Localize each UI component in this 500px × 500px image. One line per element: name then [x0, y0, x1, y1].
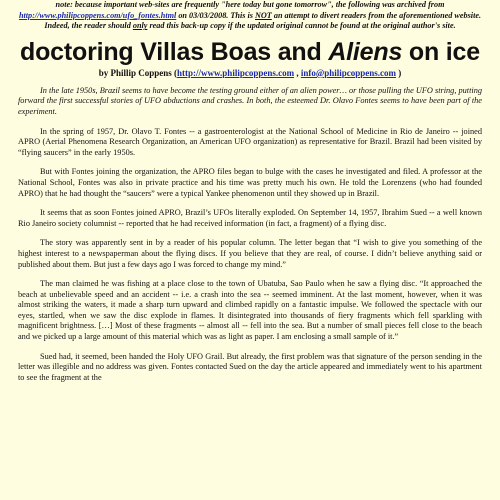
note-only-emphasis: only [132, 21, 148, 31]
note-text-3: an attempt to divert readers from the aforementioned website. Indeed, the reader should [44, 10, 482, 31]
body-paragraph: Sued had, it seemed, been handed the Holy UFO Grail. But already, the first problem was that signature of the person sending in the letter was illegible and no address was given. Fontes contacted Sued on the day the article appeared and immediately went to his apartment to see the fragment at the [18, 351, 482, 382]
author-website-link[interactable]: http://www.philipcoppens.com [177, 67, 295, 78]
body-paragraph: The man claimed he was fishing at a place close to the town of Ubatuba, Sao Paulo when he saw a flying disc. “It approached the beach at unbelievable speed and an accident -- i.e. a crash into the sea -- seemed imminent. At the last moment, however, when it was almost striking the waters, it made a sharp turn upward and climbed rapidly on a fantastic impulse. We followed the spectacle with our eyes, startled, when we saw the disc explode in flames. It disintegrated into thousands of fiery fragments which fell sparkling with magnificent brightness. […] Most of these fragments -- almost all -- fell into the sea. But a number of small pieces fell close to the beach and we picked up a large amount of this material which was as light as paper. I am enclosing a small sample of it.” [18, 279, 482, 342]
archive-source-link[interactable]: http://www.philipcoppens.com/ufo_fontes.html [18, 10, 177, 20]
byline-prefix: by Phillip Coppens ( [98, 67, 178, 78]
archive-note [18, 0, 482, 32]
byline-separator: , [294, 67, 301, 78]
title-part-2: on ice [402, 37, 480, 66]
title-italic: Aliens [328, 37, 403, 66]
body-paragraph: It seems that as soon Fontes joined APRO, Brazil’s UFOs literally exploded. On September 14, 1957, Ibrahim Sued -- a well known Rio Janeiro society columnist -- reported that he had received information (in fact, a fragment) of a flying disc. [18, 208, 482, 228]
lead-paragraph: In the late 1950s, Brazil seems to have become the testing ground either of an alien power… or those pulling the UFO string, putting forward the first successful stories of UFO abductions and crashes. In both, the esteemed Dr. Olavo Fontes seems to have been part of the experiment. [18, 85, 482, 116]
note-text-1: note: because important web-sites are frequently "here today but gone tomorrow", the following was archived from [55, 0, 445, 9]
note-text-4: read this back-up copy if the updated original cannot be found at the original author's site. [147, 21, 456, 31]
byline [18, 67, 482, 79]
body-paragraph: In the spring of 1957, Dr. Olavo T. Fontes -- a gastroenterologist at the National School of Medicine in Rio de Janeiro -- joined APRO (Aerial Phenomena Research Organization, an American UFO organization) as representative for Brazil. Brazil had been visited by “flying saucers” in the early 1950s. [18, 126, 482, 157]
author-email-link[interactable]: info@philipcoppens.com [300, 67, 396, 78]
body-paragraph: The story was apparently sent in by a reader of his popular column. The letter began that “I wish to give you something of the highest interest to a newspaperman about the flying discs. If you believe that they are real, of course. I didn’t believe anything said or published about them. But just a few days ago I was forced to change my mind.” [18, 238, 482, 269]
article-title [18, 38, 482, 67]
title-part-1: doctoring Villas Boas and [20, 37, 329, 66]
body-paragraph: But with Fontes joining the organization, the APRO files began to bulge with the cases he investigated and filed. A professor at the National School, Fontes was also in private practice and his time was pretty much his own. He told the Lorenzens (who had founded APRO) that he had thought the “saucers” were a typical Yankee phenomenon until they showed up in Brazil. [18, 167, 482, 198]
note-text-2: on 03/03/2008. This is [176, 10, 255, 20]
byline-suffix: ) [395, 67, 402, 78]
note-not-emphasis: NOT [254, 10, 272, 20]
